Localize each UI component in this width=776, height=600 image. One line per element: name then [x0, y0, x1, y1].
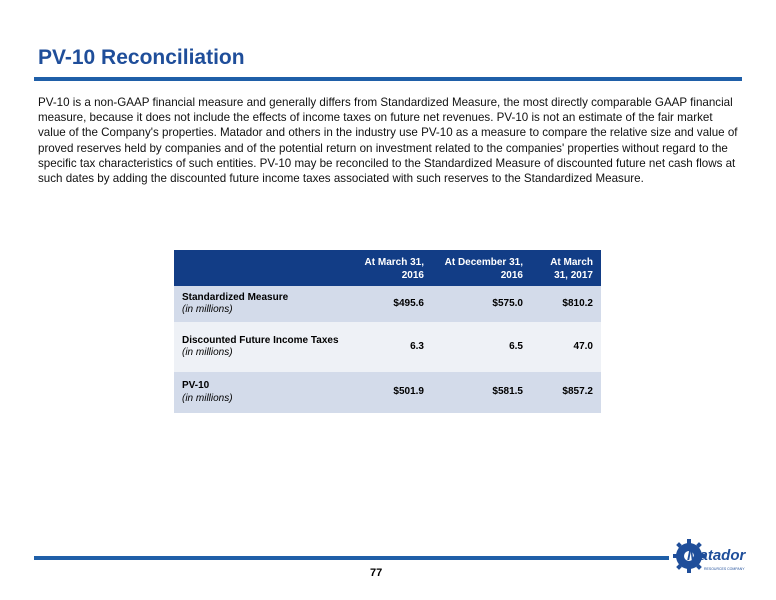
row-label: Standardized Measure — [182, 291, 289, 303]
table-header-label — [174, 250, 348, 286]
header-rule — [34, 77, 742, 81]
row-label: Discounted Future Income Taxes — [182, 334, 339, 346]
row-unit: (in millions) — [182, 304, 233, 315]
table-cell: $495.6 — [348, 286, 432, 322]
matador-logo — [673, 533, 749, 579]
pv10-reconciliation-table — [174, 250, 601, 413]
table-cell: 6.5 — [432, 322, 531, 372]
table-cell: $810.2 — [531, 286, 601, 322]
table-header-row — [174, 250, 601, 286]
page-number: 77 — [370, 567, 383, 579]
row-label-cell — [174, 322, 348, 372]
row-label-cell — [174, 372, 348, 413]
row-label-cell — [174, 286, 348, 322]
logo-wordmark: Matador — [687, 547, 746, 564]
table-header-col3: At March 31, 2017 — [531, 250, 601, 286]
table-header-col1: At March 31, 2016 — [348, 250, 432, 286]
logo-tagline: RESOURCES COMPANY — [704, 567, 745, 571]
row-unit: (in millions) — [182, 392, 233, 404]
table-row — [174, 372, 601, 413]
table-row — [174, 286, 601, 322]
page-title: PV-10 Reconciliation — [38, 46, 245, 69]
table-cell: 47.0 — [531, 322, 601, 372]
table-header-col2: At December 31, 2016 — [432, 250, 531, 286]
table-cell: $575.0 — [432, 286, 531, 322]
table-cell: $581.5 — [432, 372, 531, 413]
row-label: PV-10 — [182, 380, 210, 391]
row-unit: (in millions) — [182, 347, 233, 358]
table-cell: $857.2 — [531, 372, 601, 413]
intro-paragraph: PV-10 is a non-GAAP financial measure and generally differs from Standardized Measure, the most directly comparable GAAP financial measure, because it does not include the effects of income taxes on future net revenues. PV-10 is not an estimate of the fair market value of the Company's properties. Matador and others in the industry use PV-10 as a measure to compare the relative size and value of proved reserves held by companies and of the potential return on investment related to the companies' properties without regard to the specific tax characteristics of such entities. PV-10 may be reconciled to the Standardized Measure of discounted future net cash flows at such dates by adding the discounted future income taxes associated with such reserves to the Standardized Measure. — [38, 96, 738, 186]
table-row — [174, 322, 601, 372]
footer-rule — [34, 556, 669, 560]
table-cell: 6.3 — [348, 322, 432, 372]
table-cell: $501.9 — [348, 372, 432, 413]
